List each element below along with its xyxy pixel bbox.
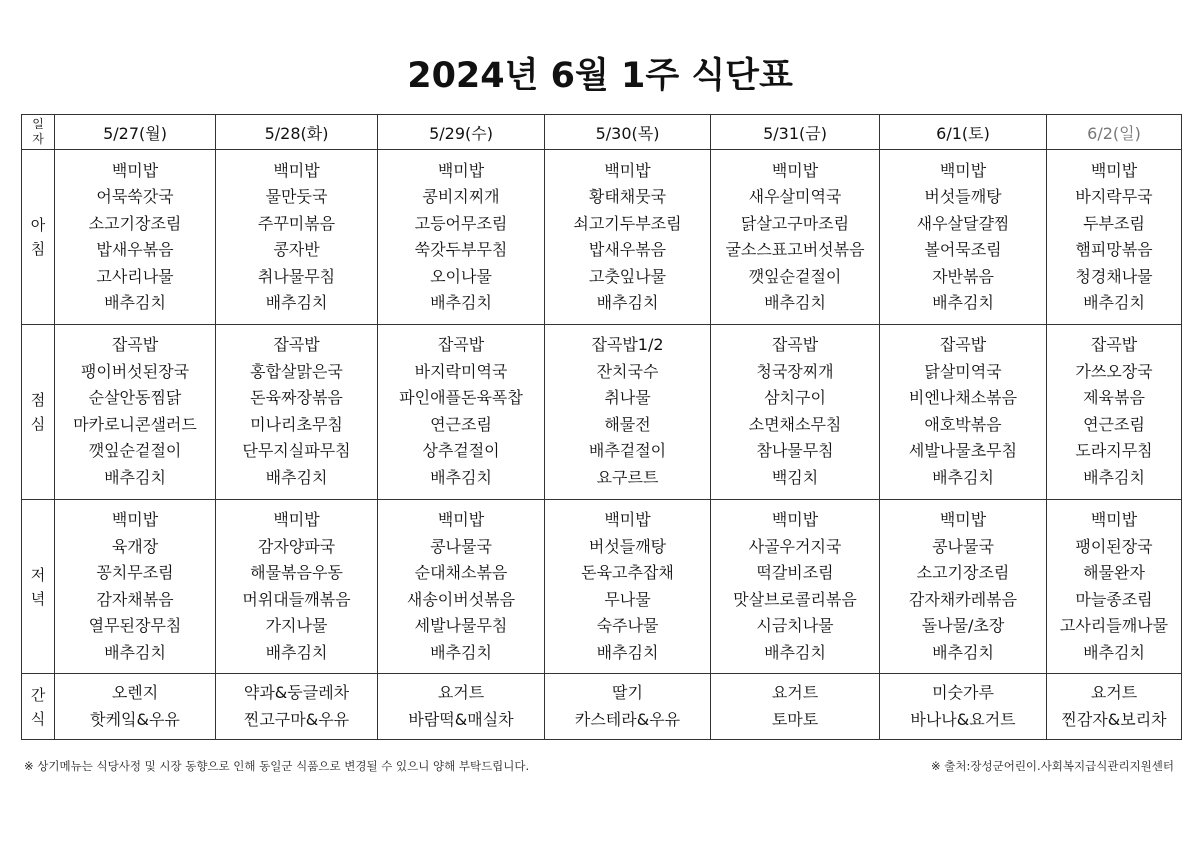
menu-item: 요거트 <box>1090 683 1138 703</box>
meal-label: 간 식 <box>22 674 55 740</box>
menu-item: 가쓰오장국 <box>1075 361 1153 381</box>
menu-item: 도라지무침 <box>1075 441 1153 461</box>
menu-item: 백미밥 <box>1090 510 1138 529</box>
menu-cell <box>1047 674 1182 740</box>
menu-item: 떡갈비조림 <box>756 563 834 582</box>
menu-item: 감자양파국 <box>257 536 336 556</box>
menu-cell <box>545 150 711 325</box>
menu-item: 배추김치 <box>430 642 492 662</box>
footer-note: ※ 상기메뉴는 식당사정 및 시장 동향으로 인해 동일군 식품으로 변경될 수 있으니 양해 부탁드립니다. <box>24 759 530 773</box>
day-header: 5/27(월) <box>55 115 216 150</box>
menu-item: 배추김치 <box>104 293 166 313</box>
menu-item: 감자채카레볶음 <box>908 589 1018 609</box>
menu-item: 잡곡밥 <box>1090 335 1138 355</box>
menu-item: 무나물 <box>604 589 651 609</box>
menu-item: 사골우거지국 <box>748 536 842 556</box>
menu-item: 청경채나물 <box>1075 266 1153 286</box>
menu-item: 제육볶음 <box>1083 388 1145 408</box>
menu-item: 카스테라&우유 <box>574 709 681 729</box>
menu-item: 배추겉절이 <box>588 441 667 461</box>
menu-item: 마카로니콘샐러드 <box>73 414 197 434</box>
menu-item: 콩비지찌개 <box>422 187 500 207</box>
menu-item: 콩나물국 <box>430 536 492 556</box>
menu-item: 햄피망볶음 <box>1075 240 1153 260</box>
menu-item: 해물완자 <box>1083 563 1145 582</box>
menu-item: 닭살고구마조림 <box>740 213 850 233</box>
menu-item: 배추김치 <box>932 467 994 487</box>
menu-item: 오이나물 <box>430 266 492 286</box>
menu-item: 고사리들깨나물 <box>1059 616 1169 635</box>
menu-item: 가지나물 <box>265 616 328 635</box>
menu-item: 배추김치 <box>764 293 826 313</box>
date-corner-label: 일 자 <box>22 115 55 150</box>
menu-cell <box>1047 499 1182 674</box>
menu-item: 백미밥 <box>604 160 651 180</box>
menu-item: 미나리초무침 <box>250 414 343 434</box>
menu-cell <box>711 325 880 500</box>
menu-cell <box>378 150 545 325</box>
menu-item: 삼치구이 <box>764 388 826 408</box>
menu-item: 약과&둥글레차 <box>243 683 350 703</box>
menu-item: 백미밥 <box>939 510 987 529</box>
menu-item: 핫케잌&우유 <box>90 709 180 729</box>
menu-item: 백미밥 <box>604 510 651 529</box>
menu-cell <box>378 499 545 674</box>
menu-item: 배추김치 <box>265 293 328 313</box>
menu-item: 새송이버섯볶음 <box>406 589 516 609</box>
menu-item: 배추김치 <box>430 293 492 313</box>
menu-item: 닭살미역국 <box>924 361 1002 381</box>
menu-cell <box>1047 325 1182 500</box>
menu-item: 취나물무침 <box>257 266 336 286</box>
menu-item: 소면채소무침 <box>748 414 842 434</box>
menu-item: 백미밥 <box>111 510 159 529</box>
day-header: 5/30(목) <box>545 115 711 150</box>
menu-item: 밥새우볶음 <box>588 240 667 260</box>
menu-item: 배추김치 <box>104 642 166 662</box>
menu-item: 청국장찌개 <box>756 361 834 381</box>
menu-item: 비엔나채소볶음 <box>908 388 1018 408</box>
menu-item: 찐감자&보리차 <box>1061 709 1167 729</box>
menu-item: 바나나&요거트 <box>910 709 1016 729</box>
menu-cell <box>880 674 1047 740</box>
menu-cell <box>216 499 378 674</box>
menu-item: 잡곡밥 <box>273 335 320 355</box>
menu-item: 고사리나물 <box>96 266 174 286</box>
meal-label: 저 녁 <box>22 499 55 674</box>
menu-cell <box>880 325 1047 500</box>
menu-cell <box>545 499 711 674</box>
menu-item: 백미밥 <box>771 160 819 180</box>
menu-item: 딸기 <box>612 683 643 703</box>
menu-item: 감자채볶음 <box>96 589 174 609</box>
menu-item: 백미밥 <box>939 160 987 180</box>
menu-item: 콩자반 <box>273 240 320 260</box>
menu-item: 잡곡밥1/2 <box>591 335 664 355</box>
menu-item: 배추김치 <box>596 293 659 313</box>
menu-item: 마늘종조림 <box>1075 589 1153 609</box>
menu-item: 소고기장조림 <box>88 213 182 233</box>
menu-item: 배추김치 <box>1083 642 1145 662</box>
menu-cell <box>55 674 216 740</box>
menu-cell <box>216 674 378 740</box>
menu-item: 오렌지 <box>111 683 159 703</box>
day-header: 5/31(금) <box>711 115 880 150</box>
menu-item: 배추김치 <box>1083 467 1145 487</box>
menu-item: 요구르트 <box>596 467 659 487</box>
menu-cell <box>216 150 378 325</box>
day-header-sunday: 6/2(일) <box>1047 115 1182 150</box>
menu-item: 쇠고기두부조림 <box>573 213 682 233</box>
menu-item: 고등어무조림 <box>414 213 508 233</box>
day-header: 5/29(수) <box>378 115 545 150</box>
menu-item: 버섯들깨탕 <box>924 187 1002 207</box>
page-title: 2024년 6월 1주 식단표 <box>407 56 793 96</box>
menu-item: 취나물 <box>604 388 651 408</box>
menu-item: 잡곡밥 <box>771 335 819 355</box>
menu-item: 백미밥 <box>273 160 320 180</box>
meal-label: 아 침 <box>22 150 55 325</box>
footer-source: ※ 출처:장성군어린이.사회복지급식관리지원센터 <box>931 759 1174 773</box>
menu-item: 파인애플돈육폭찹 <box>399 388 523 408</box>
menu-cell <box>55 150 216 325</box>
menu-item: 열무된장무침 <box>88 616 182 635</box>
menu-item: 잡곡밥 <box>939 335 987 355</box>
menu-item: 돈육고추잡채 <box>581 563 674 582</box>
menu-item: 새우살달걀찜 <box>916 213 1010 233</box>
menu-cell <box>880 150 1047 325</box>
menu-cell <box>216 325 378 500</box>
menu-item: 상추겉절이 <box>422 441 500 461</box>
menu-item: 돌나물/초장 <box>921 616 1005 635</box>
menu-item: 콩나물국 <box>932 536 994 556</box>
menu-item: 홍합살맑은국 <box>250 361 343 381</box>
menu-item: 해물전 <box>604 414 651 434</box>
menu-cell <box>711 674 880 740</box>
menu-item: 자반볶음 <box>932 266 994 286</box>
menu-item: 꽁치무조림 <box>96 563 174 582</box>
menu-item: 새우살미역국 <box>748 187 842 207</box>
menu-item: 배추김치 <box>596 642 659 662</box>
menu-item: 백미밥 <box>1090 160 1138 180</box>
menu-item: 세발나물초무침 <box>908 441 1018 461</box>
meal-label: 점 심 <box>22 325 55 500</box>
menu-item: 세발나물무침 <box>414 616 508 635</box>
menu-item: 미숫가루 <box>932 683 994 703</box>
menu-item: 배추김치 <box>430 467 492 487</box>
menu-item: 육개장 <box>111 536 159 556</box>
menu-item: 팽이버섯된장국 <box>80 361 190 381</box>
menu-cell <box>55 499 216 674</box>
menu-item: 백미밥 <box>437 160 485 180</box>
menu-item: 요거트 <box>771 683 819 703</box>
menu-item: 잡곡밥 <box>111 335 159 355</box>
menu-item: 순살안동찜닭 <box>88 388 182 408</box>
menu-item: 돈육짜장볶음 <box>250 388 343 408</box>
menu-item: 배추김치 <box>932 642 994 662</box>
lunch-row <box>22 325 1182 500</box>
menu-cell <box>378 674 545 740</box>
menu-cell <box>545 325 711 500</box>
menu-item: 요거트 <box>437 683 485 703</box>
menu-item: 물만둣국 <box>265 187 328 207</box>
menu-item: 배추김치 <box>104 467 166 487</box>
menu-item: 배추김치 <box>265 642 328 662</box>
menu-item: 해물볶음우동 <box>250 563 343 582</box>
day-header: 6/1(토) <box>880 115 1047 150</box>
menu-item: 버섯들깨탕 <box>588 536 667 556</box>
menu-item: 팽이된장국 <box>1075 536 1153 556</box>
menu-item: 잔치국수 <box>596 361 659 381</box>
menu-cell <box>55 325 216 500</box>
menu-cell <box>711 499 880 674</box>
dinner-row <box>22 499 1182 674</box>
breakfast-row <box>22 150 1182 325</box>
menu-item: 순대채소볶음 <box>414 563 508 582</box>
menu-item: 볼어묵조림 <box>924 240 1002 260</box>
menu-item: 참나물무침 <box>756 441 834 461</box>
menu-item: 배추김치 <box>764 642 826 662</box>
menu-item: 주꾸미볶음 <box>257 213 336 233</box>
menu-cell <box>880 499 1047 674</box>
menu-table <box>21 114 1182 740</box>
menu-item: 깻잎순겉절이 <box>88 441 182 461</box>
menu-item: 깻잎순겉절이 <box>748 266 842 286</box>
menu-item: 토마토 <box>771 709 819 729</box>
menu-item: 배추김치 <box>265 467 328 487</box>
menu-cell <box>711 150 880 325</box>
menu-item: 연근조림 <box>430 414 492 434</box>
menu-item: 소고기장조림 <box>916 563 1010 582</box>
menu-item: 바지락미역국 <box>414 361 508 381</box>
menu-item: 바지락무국 <box>1075 187 1153 207</box>
menu-item: 잡곡밥 <box>437 335 485 355</box>
menu-item: 연근조림 <box>1083 414 1145 434</box>
menu-item: 단무지실파무침 <box>242 441 351 461</box>
menu-cell <box>378 325 545 500</box>
menu-item: 쑥갓두부무침 <box>414 240 508 260</box>
menu-item: 시금치나물 <box>756 616 834 635</box>
menu-item: 배추김치 <box>932 293 994 313</box>
header-row <box>22 115 1182 150</box>
menu-item: 백미밥 <box>111 160 159 180</box>
menu-item: 맛살브로콜리볶음 <box>733 589 857 609</box>
menu-item: 두부조림 <box>1083 213 1145 233</box>
menu-item: 굴소스표고버섯볶음 <box>725 240 865 260</box>
menu-cell <box>545 674 711 740</box>
menu-item: 백미밥 <box>273 510 320 529</box>
menu-item: 백김치 <box>771 467 819 487</box>
menu-item: 배추김치 <box>1083 293 1145 313</box>
menu-item: 황태채뭇국 <box>588 187 667 207</box>
snack-row <box>22 674 1182 740</box>
menu-cell <box>1047 150 1182 325</box>
menu-item: 백미밥 <box>437 510 485 529</box>
menu-item: 찐고구마&우유 <box>243 709 350 729</box>
menu-item: 숙주나물 <box>596 616 659 635</box>
menu-item: 어묵쑥갓국 <box>96 187 174 207</box>
day-header: 5/28(화) <box>216 115 378 150</box>
menu-item: 머위대들깨볶음 <box>242 589 351 609</box>
menu-item: 고춧잎나물 <box>588 266 667 286</box>
menu-item: 애호박볶음 <box>924 414 1002 434</box>
menu-item: 백미밥 <box>771 510 819 529</box>
menu-item: 바람떡&매실차 <box>408 709 514 729</box>
menu-item: 밥새우볶음 <box>96 240 174 260</box>
